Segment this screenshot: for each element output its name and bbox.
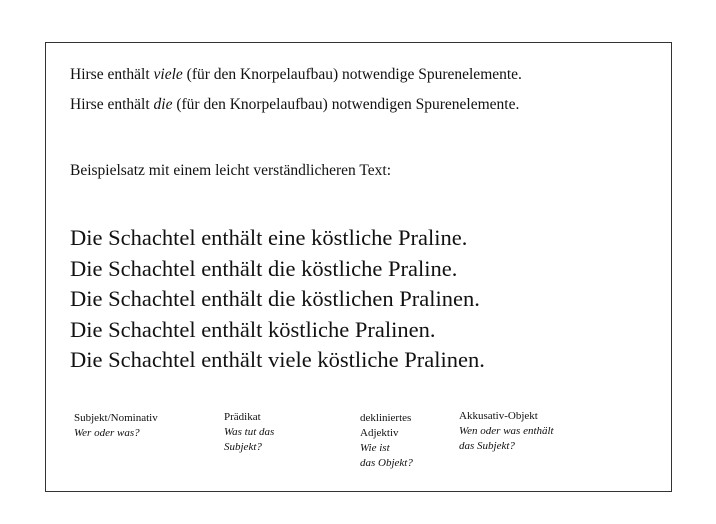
example-sentence: Die Schachtel enthält die köstliche Praline. [70, 255, 458, 281]
legend-subject [74, 411, 158, 441]
example-sentence: Die Schachtel enthält köstliche Pralinen. [70, 316, 436, 342]
example-sentence: Die Schachtel enthält viele köstliche Pralinen. [70, 347, 485, 372]
legend-predicate-question-2: Subjekt? [224, 441, 262, 453]
legend-adjective-term-2: Adjektiv [360, 427, 399, 439]
intro-line-1-end: (für den Knorpelaufbau) notwendige Spurenelemente. [182, 66, 522, 83]
intro-line-1-start: Hirse enthält [70, 66, 154, 83]
intro-line-2 [70, 96, 519, 114]
intro-line-2-end: (für den Knorpelaufbau) notwendigen Spurenelemente. [172, 96, 520, 113]
example-sentence: Die Schachtel enthält die köstlichen Pralinen. [70, 286, 480, 311]
legend-object-question-1: Wen oder was enthält [459, 425, 554, 437]
intro-line-1 [70, 66, 522, 84]
legend-adjective [360, 411, 413, 471]
intro-line-2-emphasis: die [153, 96, 173, 113]
legend-subject-term: Subjekt/Nominativ [74, 412, 158, 424]
legend-adjective-question-2: das Objekt? [360, 457, 413, 469]
legend-object-question-2: das Subjekt? [459, 440, 515, 452]
legend-predicate [224, 410, 274, 455]
legend-predicate-term: Prädikat [224, 411, 261, 423]
example-heading: Beispielsatz mit einem leicht verständlicheren Text: [70, 162, 392, 179]
legend-adjective-question-1: Wie ist [360, 442, 390, 454]
legend-predicate-question-1: Was tut das [224, 426, 275, 438]
legend-object [459, 409, 554, 454]
legend-object-term: Akkusativ-Objekt [459, 410, 538, 422]
intro-line-2-start: Hirse enthält [70, 96, 154, 113]
intro-line-1-emphasis: viele [153, 66, 183, 83]
legend-subject-question: Wer oder was? [74, 427, 140, 439]
legend-adjective-term-1: dekliniertes [360, 412, 412, 424]
example-sentences [70, 223, 485, 376]
example-sentence: Die Schachtel enthält eine köstliche Praline. [70, 225, 468, 250]
